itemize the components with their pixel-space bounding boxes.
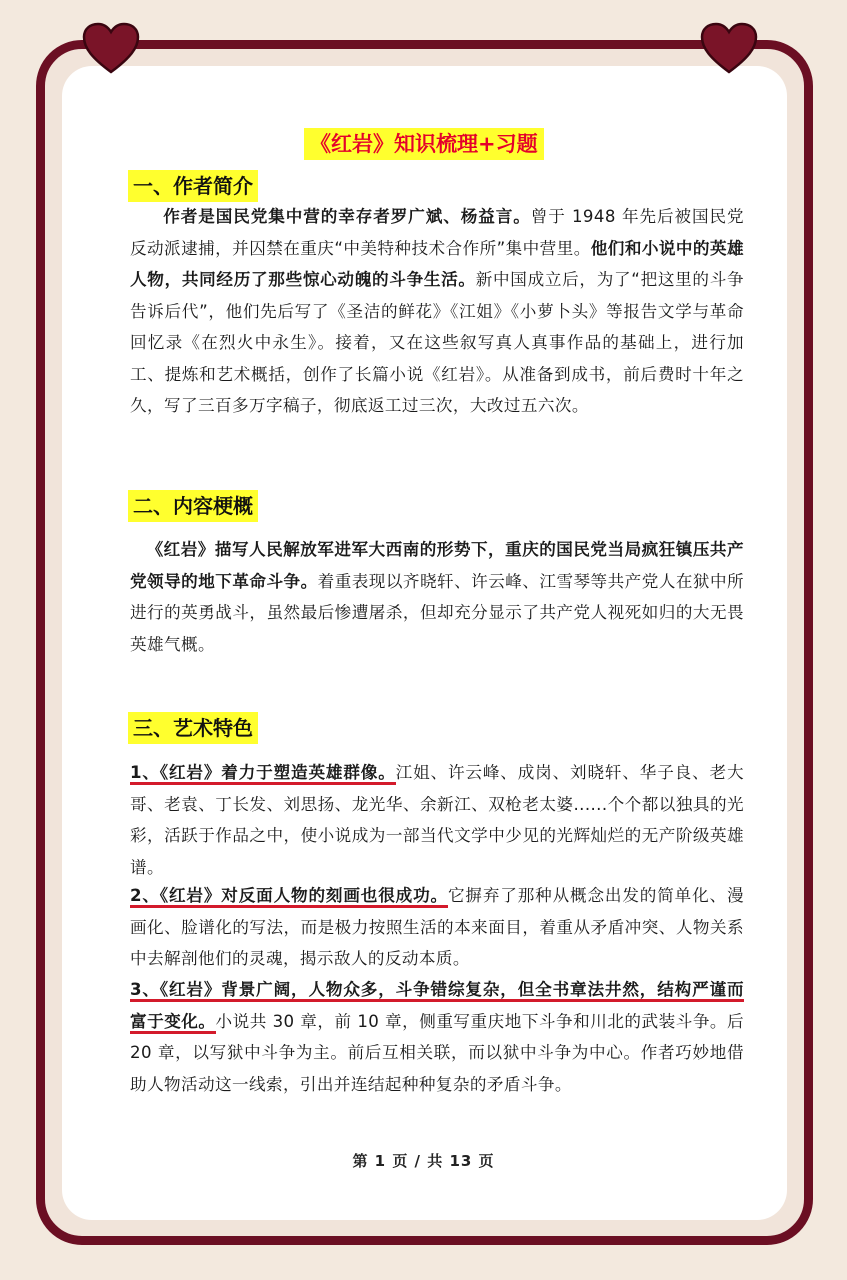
author-text-2: 新中国成立后，为了“把这里的斗争告诉后代”，他们先后写了《圣洁的鲜花》《江姐》《小萝卜头》等报告文学与革命回忆录《在烈火中永生》。接着，又在这些叙写真人真事作品的基础上，进行加工、提炼和艺术概括，创作了长篇小说《红岩》。从准备到成书，前后费时十年之久，写了三百多万字稿子，彻底返工过三次，大改过五六次。 bbox=[130, 270, 745, 415]
paragraph-author bbox=[130, 201, 744, 422]
page-number-footer: 第 1 页 / 共 13 页 bbox=[352, 1152, 495, 1170]
art-item-2 bbox=[130, 880, 744, 975]
art-item-3-lead: 3、《红岩》背景广阔，人物众多，斗争错综复杂，但全书章法井然，结构严谨而富于变化。 bbox=[130, 980, 744, 1034]
section-heading-art: 三、艺术特色 bbox=[128, 712, 258, 744]
document-title: 《红岩》知识梳理+习题 bbox=[304, 128, 544, 160]
art-item-1-text: 江姐、许云峰、成岗、刘晓轩、华子良、老大哥、老袁、丁长发、刘思扬、龙光华、余新江、双枪老太婆......个个都以独具的光彩，活跃于作品之中，使小说成为一部当代文学中少见的光辉灿烂的无产阶级英雄谱。 bbox=[130, 763, 744, 877]
section-heading-author: 一、作者简介 bbox=[128, 170, 258, 202]
art-item-2-text: 它摒弃了那种从概念出发的简单化、漫画化、脸谱化的写法，而是极力按照生活的本来面目，着重从矛盾冲突、人物关系中去解剖他们的灵魂，揭示敌人的反动本质。 bbox=[130, 886, 744, 968]
heart-icon bbox=[82, 22, 140, 74]
art-item-2-lead: 2、《红岩》对反面人物的刻画也很成功。 bbox=[130, 886, 448, 908]
paragraph-summary bbox=[130, 534, 744, 660]
art-item-1-lead: 1、《红岩》着力于塑造英雄群像。 bbox=[130, 763, 396, 785]
art-item-1 bbox=[130, 757, 744, 883]
art-item-3 bbox=[130, 974, 744, 1100]
summary-text: 着重表现以齐晓轩、许云峰、江雪琴等共产党人在狱中所进行的英勇战斗，虽然最后惨遭屠杀，但却充分显示了共产党人视死如归的大无畏英雄气概。 bbox=[130, 571, 745, 654]
section-heading-summary: 二、内容梗概 bbox=[128, 490, 258, 522]
author-bold-1: 作者是国民党集中营的幸存者罗广斌、杨益言。 bbox=[163, 207, 531, 226]
author-text-1: 曾于 1948 年先后被国民党反动派逮捕，并囚禁在重庆“中美特种技术合作所”集中营里。 bbox=[130, 207, 745, 258]
summary-bold: 《红岩》描写人民解放军进军大西南的形势下，重庆的国民党当局疯狂镇压共产党领导的地下革命斗争。 bbox=[130, 540, 744, 591]
art-item-3-text: 小说共 30 章，前 10 章，侧重写重庆地下斗争和川北的武装斗争。后 20 章，以写狱中斗争为主。前后互相关联，而以狱中斗争为中心。作者巧妙地借助人物活动这一线索，引出并连结起种种复杂的矛盾斗争。 bbox=[130, 1011, 745, 1094]
heart-icon bbox=[700, 22, 758, 74]
author-bold-2: 他们和小说中的英雄人物，共同经历了那些惊心动魄的斗争生活。 bbox=[130, 238, 744, 289]
